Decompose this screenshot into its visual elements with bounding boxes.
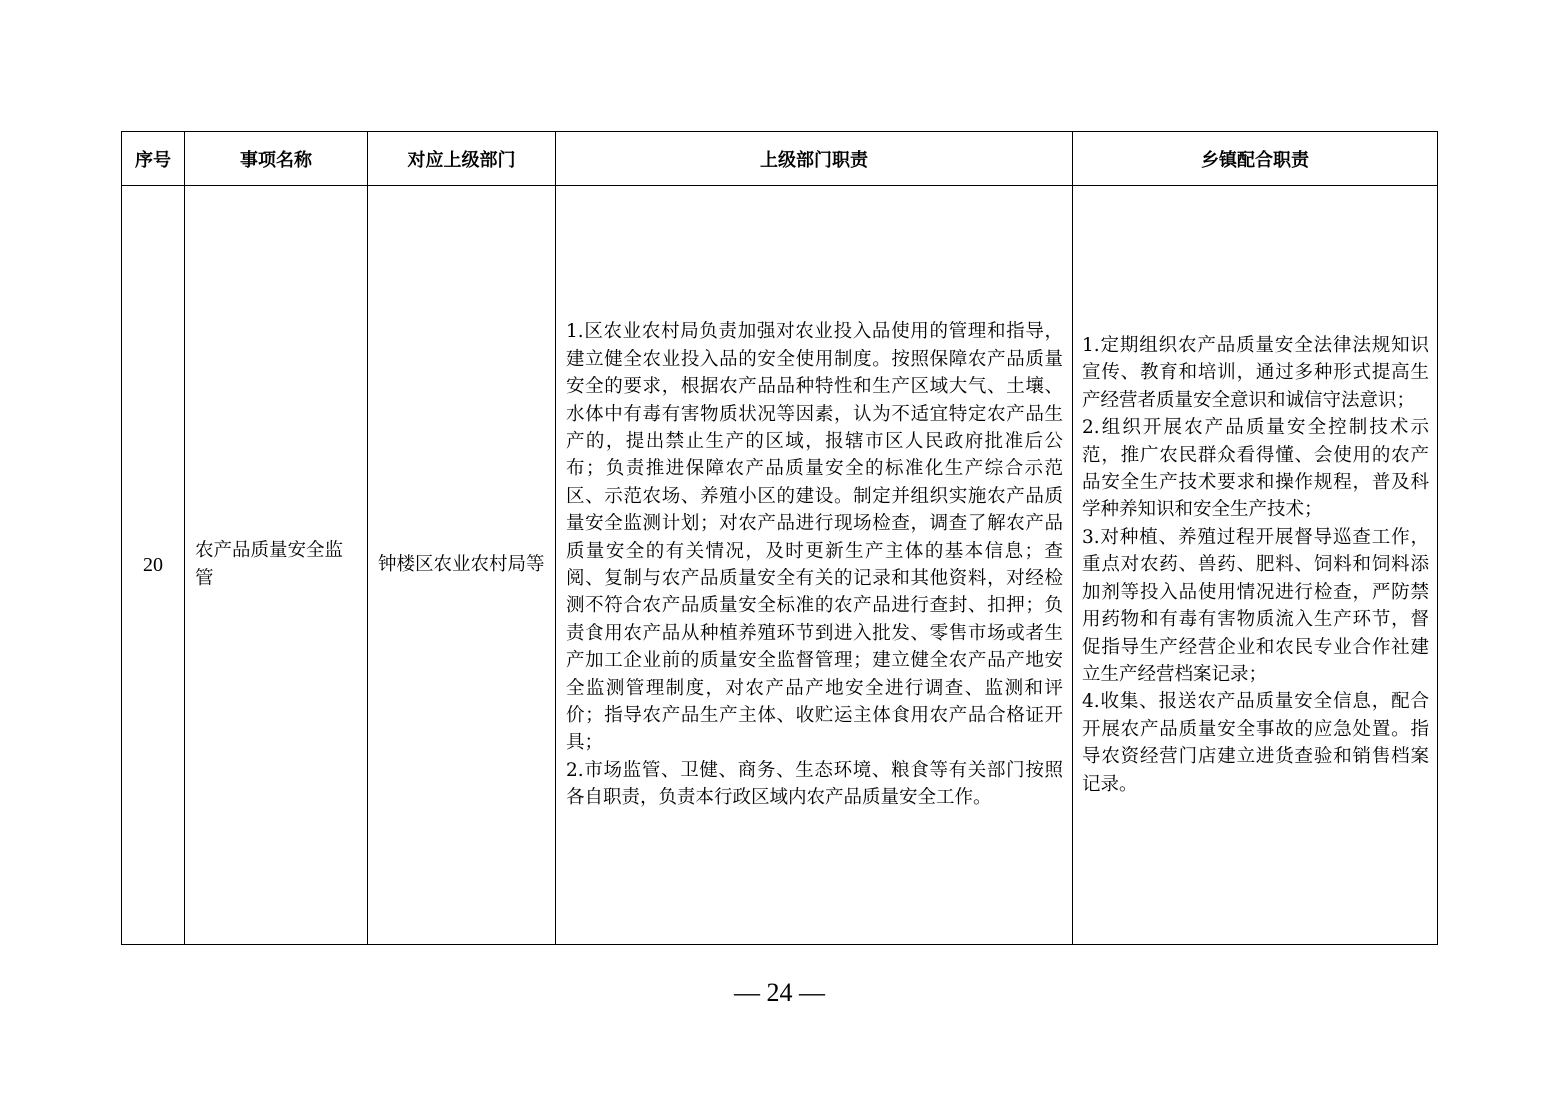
header-seq: 序号 [122,132,185,186]
town-duty-paragraph-3: 3.对种植、养殖过程开展督导巡查工作，重点对农药、兽药、肥料、饲料和饲料添加剂等投入品使用情况进行检查，严防禁用药物和有毒有害物质流入生产环节，督促指导生产经营企业和农民专业合作社建立生产经营档案记录； [1082,526,1429,685]
header-town-duty: 乡镇配合职责 [1073,132,1438,186]
town-duty-paragraph-4: 4.收集、报送农产品质量安全信息，配合开展农产品质量安全事故的应急处置。指导农资经营门店建立进货查验和销售档案记录。 [1082,691,1429,795]
cell-item-name: 农产品质量安全监管 [185,186,368,945]
header-upper-duty: 上级部门职责 [556,132,1073,186]
upper-duty-paragraph-2: 2.市场监管、卫健、商务、生态环境、粮食等有关部门按照各自职责，负责本行政区域内农产品质量安全工作。 [566,759,1063,809]
table-row [122,186,1438,945]
cell-upper-duty [556,186,1073,945]
table-header-row [122,132,1438,186]
cell-seq: 20 [122,186,185,945]
cell-department: 钟楼区农业农村局等 [368,186,556,945]
duty-table [121,131,1438,945]
upper-duty-paragraph-1: 1.区农业农村局负责加强对农业投入品使用的管理和指导，建立健全农业投入品的安全使用制度。按照保障农产品质量安全的要求，根据农产品品种特性和生产区域大气、土壤、水体中有毒有害物质状况等因素，认为不适宜特定农产品生产的，提出禁止生产的区域，报辖市区人民政府批准后公布；负责推进保障农产品质量安全的标准化生产综合示范区、示范农场、养殖小区的建设。制定并组织实施农产品质量安全监测计划；对农产品进行现场检查，调查了解农产品质量安全的有关情况，及时更新生产主体的基本信息；查阅、复制与农产品质量安全有关的记录和其他资料，对经检测不符合农产品质量安全标准的农产品进行查封、扣押；负责食用农产品从种植养殖环节到进入批发、零售市场或者生产加工企业前的质量安全监督管理；建立健全农产品产地安全监测管理制度，对农产品产地安全进行调查、监测和评价；指导农产品生产主体、收贮运主体食用农产品合格证开具； [566,321,1063,754]
header-department: 对应上级部门 [368,132,556,186]
town-duty-paragraph-1: 1.定期组织农产品质量安全法律法规知识宣传、教育和培训，通过多种形式提高生产经营者质量安全意识和诚信守法意识； [1082,335,1429,411]
header-item-name: 事项名称 [185,132,368,186]
cell-town-duty [1073,186,1438,945]
page-number: — 24 — [734,978,825,1007]
town-duty-paragraph-2: 2.组织开展农产品质量安全控制技术示范，推广农民群众看得懂、会使用的农产品安全生产技术要求和操作规程，普及科学种养知识和安全生产技术； [1082,417,1429,521]
